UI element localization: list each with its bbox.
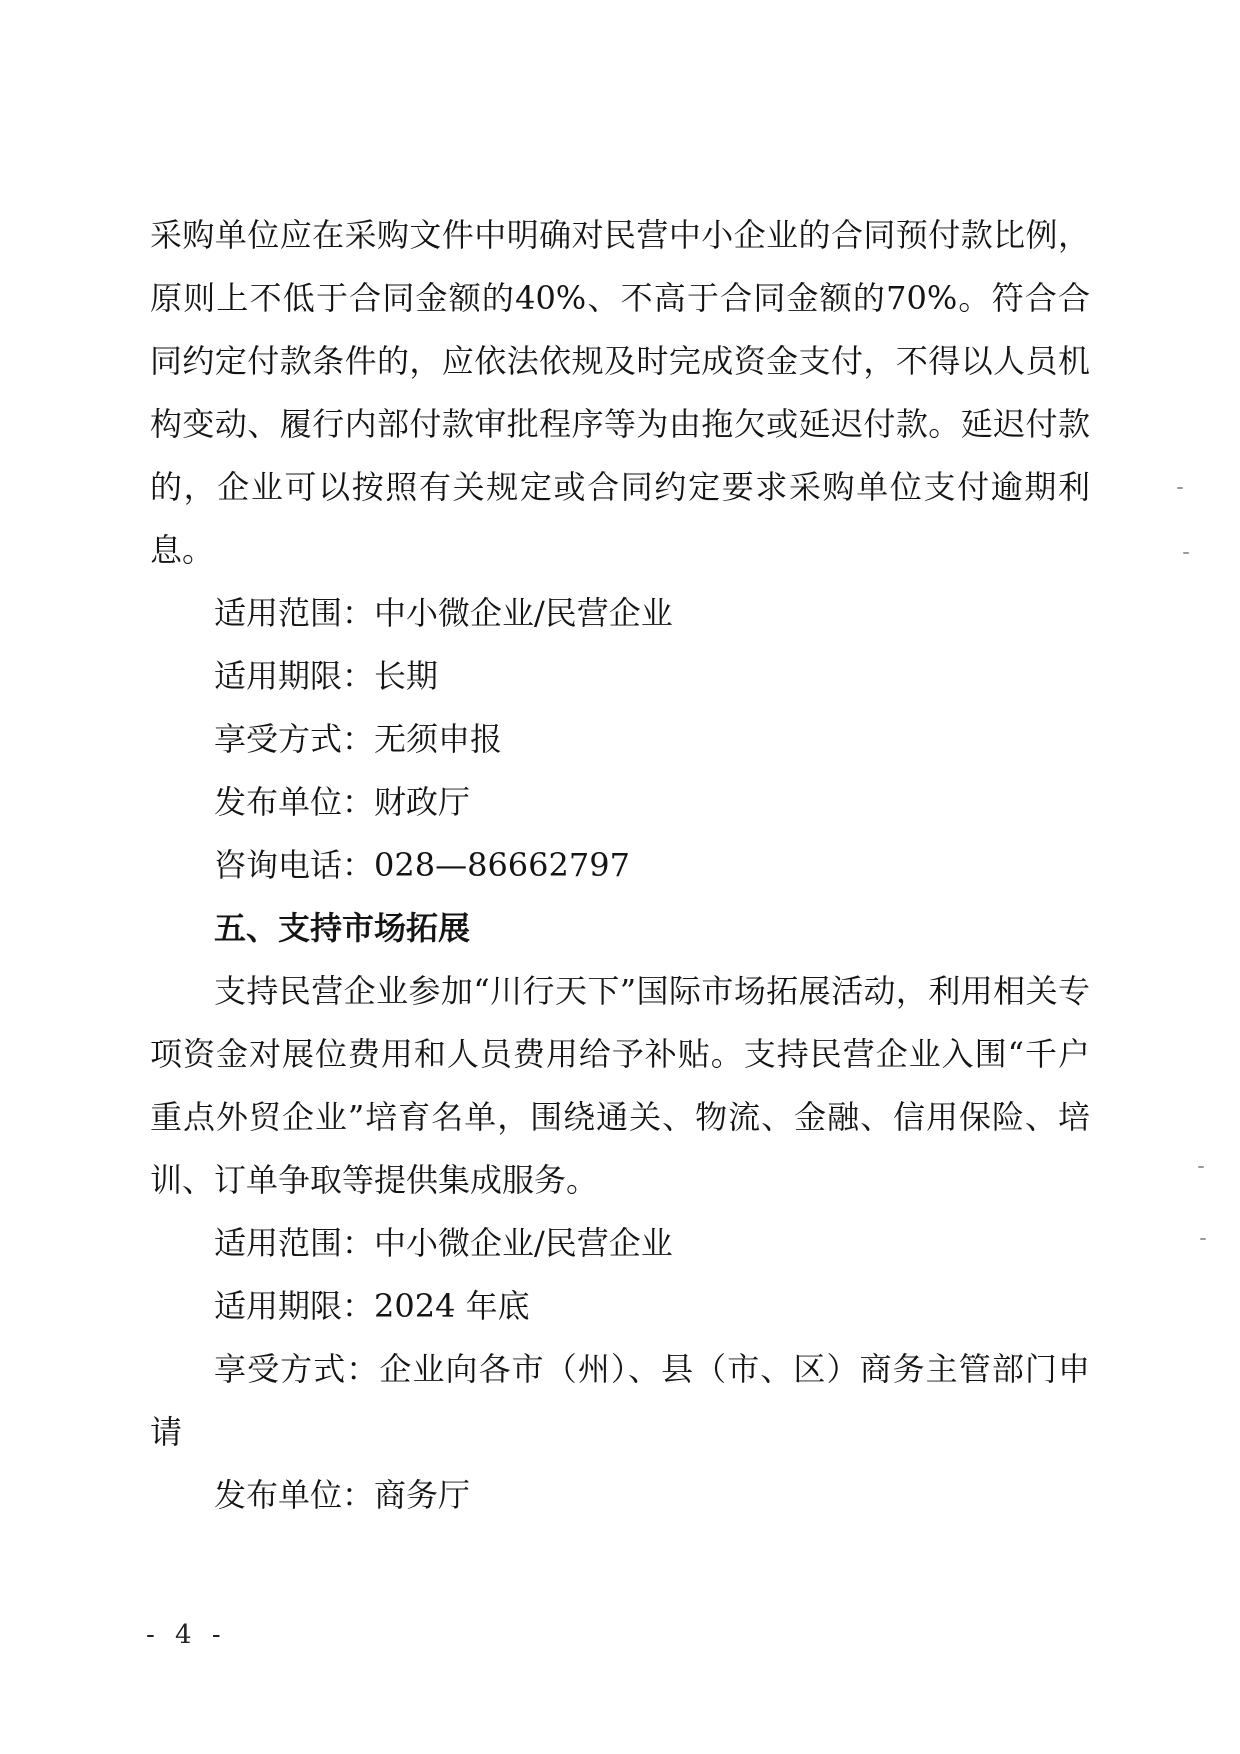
method-line: 享受方式：无须申报: [214, 720, 503, 758]
scan-artifact: [1198, 1166, 1204, 1168]
scope-line: 适用范围：中小微企业/民营企业: [214, 1224, 673, 1262]
phone-line: 咨询电话：028—86662797: [214, 846, 630, 884]
policy-paragraph-payment: 采购单位应在采购文件中明确对民营中小企业的合同预付款比例，原则上不低于合同金额的40%、不高于合同金额的70%。符合合同约定付款条件的，应依法依规及时完成资金支付，不得以人员机构变动、履行内部付款审批程序等为由拖欠或延迟付款。延迟付款的，企业可以按照有关规定或合同约定要求采购单位支付逾期利息。: [150, 216, 1090, 569]
document-body: [150, 204, 1090, 1527]
section-heading: 五、支持市场拓展: [214, 909, 471, 947]
policy-paragraph-market: 支持民营企业参加“川行天下”国际市场拓展活动，利用相关专项资金对展位费用和人员费用给予补贴。支持民营企业入围“千户重点外贸企业”培育名单，围绕通关、物流、金融、信用保险、培训、订单争取等提供集成服务。: [150, 972, 1090, 1199]
method-line: 享受方式：企业向各市（州）、县（市、区）商务主管部门申请: [150, 1350, 1090, 1451]
page-number: - 4 -: [146, 1620, 227, 1650]
period-line: 适用期限：长期: [214, 657, 439, 695]
publisher-line: 发布单位：财政厅: [214, 783, 471, 821]
period-line: 适用期限：2024 年底: [214, 1287, 530, 1325]
scan-artifact: [1183, 552, 1189, 554]
scope-line: 适用范围：中小微企业/民营企业: [214, 594, 673, 632]
publisher-line: 发布单位：商务厅: [214, 1476, 471, 1514]
scan-artifact: [1200, 1238, 1206, 1240]
scan-artifact: [1177, 487, 1183, 489]
